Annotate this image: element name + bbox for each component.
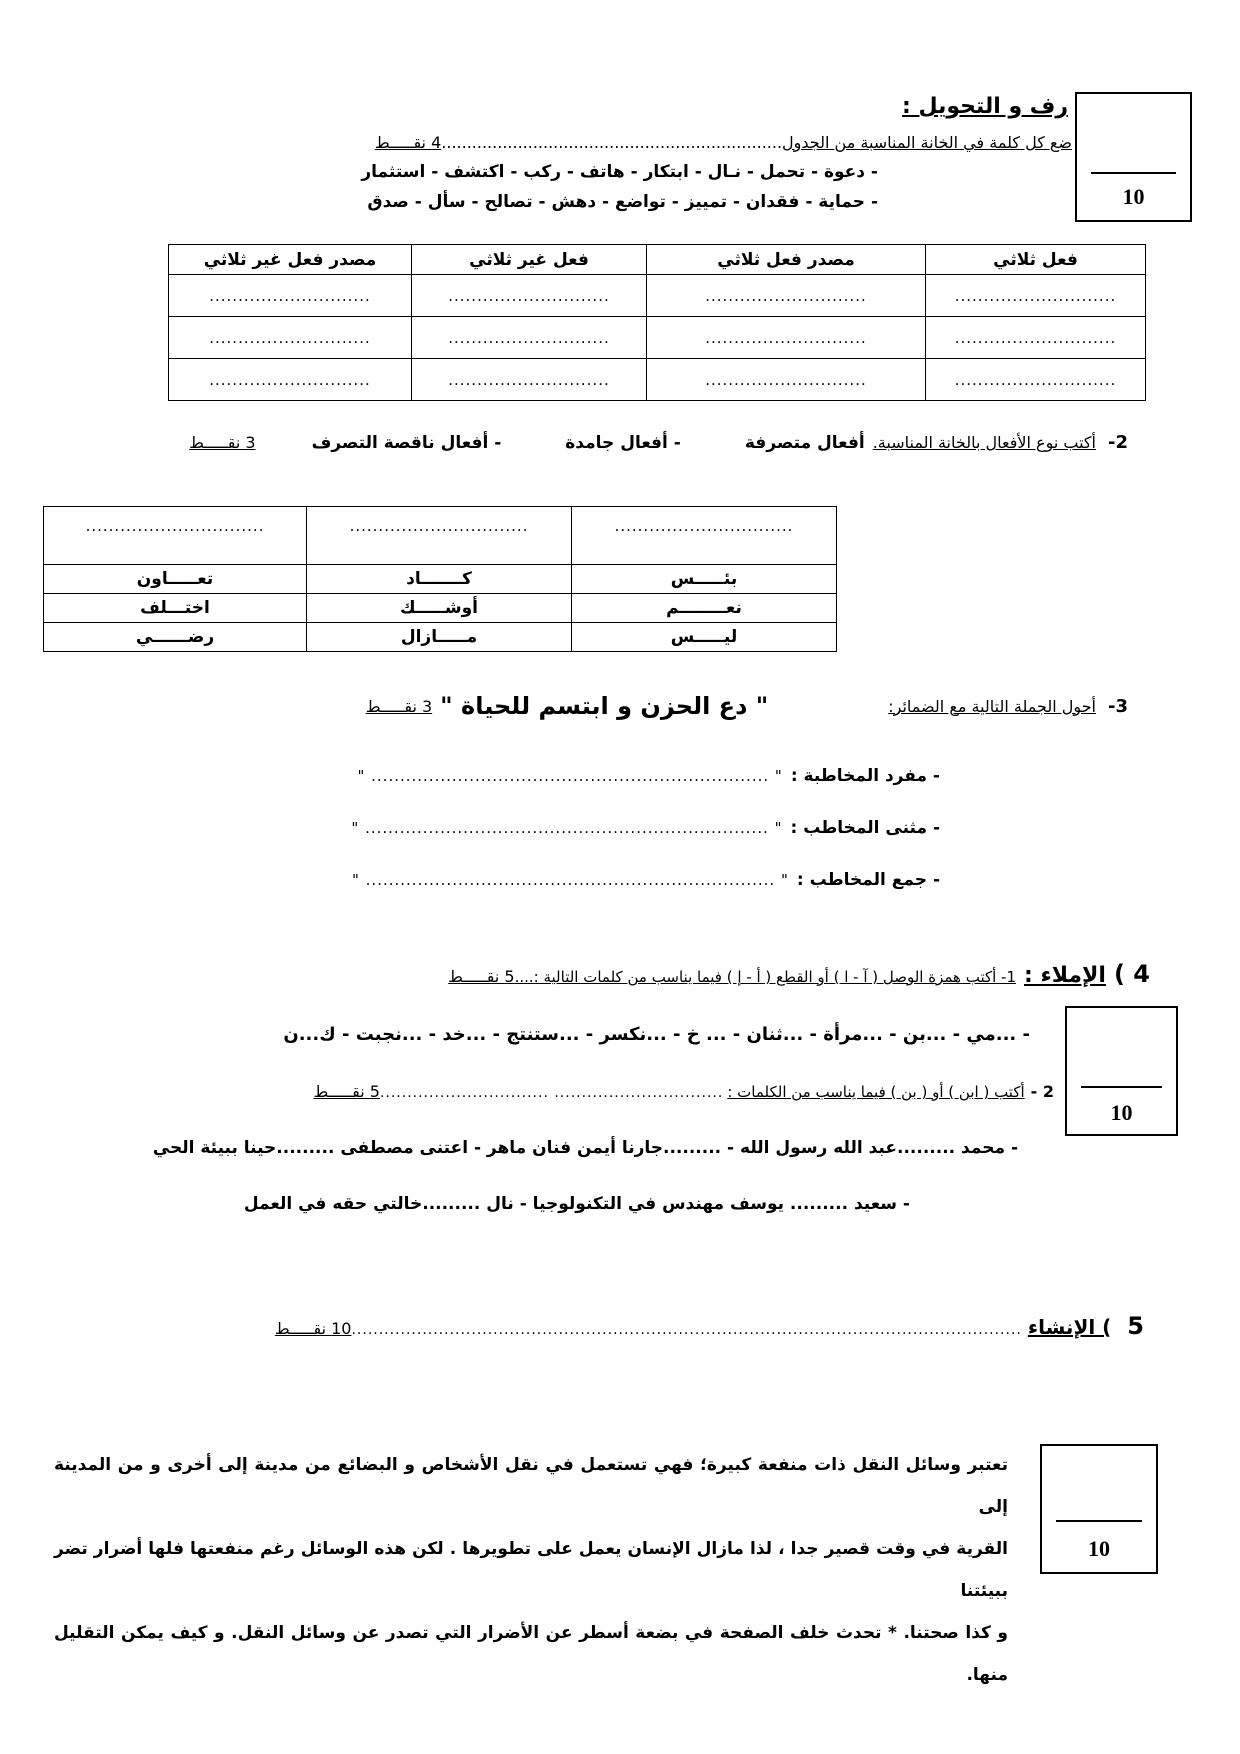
q2-option-incomplete: - أفعال ناقصة التصرف (311, 433, 502, 453)
score-value: 10 (1110, 1100, 1133, 1125)
instruction-dots: ................................................................... (441, 133, 783, 152)
section4-header (448, 960, 1150, 988)
verb-cell: نعــــــــم (572, 594, 837, 623)
section-title-conjugation: رف و التحويل : (902, 94, 1068, 119)
header-answer-cell[interactable]: ............................... (307, 507, 572, 565)
verb-cell: كـــــــاد (307, 565, 572, 594)
answer-cell[interactable]: ............................ (169, 317, 412, 359)
q3-answer-dots[interactable]: " ..................................................................... " (357, 767, 783, 785)
paragraph-line: تعتبر وسائل النقل ذات منفعة كبيرة؛ فهي تستعمل في نقل الأشخاص و البضائع من مدينة إلى أخرى و من المدينة إلى (54, 1455, 1008, 1517)
section4-q1-points: 5 نقـــــط (448, 967, 515, 986)
q3-answer-2 (351, 818, 940, 838)
answer-cell[interactable]: ............................ (647, 359, 926, 401)
q2-line (189, 432, 1128, 453)
q3-points: 3 نقـــــط (365, 696, 433, 716)
hamza-words: - ...مي - ...بن - ...مرأة - ...ثنان - ... خ - ...نكسر - ...ستنتج - ...خد - ...نجبت - ك...ن (283, 1024, 1030, 1045)
ibn-sentences-line-2: - سعيد ......... يوسف مهندس في التكنولوجيا - نال .........خالتي حقه في العمل (243, 1194, 910, 1214)
verb-cell: أوشـــــك (307, 594, 572, 623)
verb-cell: تعـــــاون (44, 565, 307, 594)
q2-instruction: أكتب نوع الأفعال بالخانة المناسبة. (872, 433, 1096, 452)
answer-cell[interactable]: ............................ (412, 275, 647, 317)
section4-q2-line (313, 1082, 1054, 1101)
q3-answer-3 (352, 870, 940, 890)
section5-number: 5 (1127, 1312, 1144, 1340)
section4-q1-text: 1- أكتب همزة الوصل ( آ - ا ) أو القطع ( أ - إ ) فيما يناسب من كلمات التالية :.... (514, 968, 1017, 986)
points-label: 4 نقـــــط (374, 133, 442, 152)
answer-cell[interactable]: ............................ (926, 317, 1146, 359)
table-header: فعل ثلاثي (926, 245, 1146, 275)
verb-types-table (43, 506, 837, 652)
section4-number: 4 ) (1113, 960, 1150, 988)
q3-answer-1 (357, 766, 940, 786)
q2-option-inflected: أفعال متصرفة (744, 433, 865, 453)
q3-label: - جمع المخاطب : (796, 870, 940, 890)
answer-cell[interactable]: ............................ (412, 317, 647, 359)
score-line (1091, 172, 1176, 174)
section4-q2-text: أكتب ( ابن ) أو ( بن ) فيما يناسب من الكلمات : (727, 1083, 1025, 1101)
word-list-line-1: - دعوة - تحمل - نـال - ابتكار - هاتف - ركب - اكتشف - استثمار (361, 162, 878, 182)
answer-cell[interactable]: ............................ (169, 275, 412, 317)
q3-instruction: أحول الجملة التالية مع الضمائر: (888, 696, 1096, 716)
table-header: مصدر فعل غير ثلاثي (169, 245, 412, 275)
score-box-section4 (1065, 1006, 1178, 1136)
answer-cell[interactable]: ............................ (926, 275, 1146, 317)
section5-points: 10 نقـــــط (274, 1319, 352, 1338)
paragraph-line: القرية في وقت قصير جدا ، لذا مازال الإنسان يعمل على تطويرها . لكن هذه الوسائل رغم منفعتها فلها أضرار تضر ببيئتنا (54, 1539, 1008, 1601)
section4-title: الإملاء : (1024, 963, 1106, 988)
verb-cell: رضــــــي (44, 623, 307, 652)
answer-cell[interactable]: ............................ (647, 275, 926, 317)
section4-q2-dots: ............................... ............................... (379, 1085, 724, 1101)
q3-label: - مثنى المخاطب : (790, 818, 940, 838)
table-header: فعل غير ثلاثي (412, 245, 647, 275)
q3-answer-dots[interactable]: " ...................................................................... " (351, 819, 783, 837)
table-header: مصدر فعل ثلاثي (647, 245, 926, 275)
score-value: 10 (1122, 184, 1145, 209)
answer-cell[interactable]: ............................ (926, 359, 1146, 401)
answer-cell[interactable]: ............................ (647, 317, 926, 359)
section5-title: ) الإنشاء (1027, 1315, 1112, 1339)
q3-number: 3- (1107, 695, 1128, 717)
score-value: 10 (1088, 1536, 1110, 1561)
verb-cell: بئـــــس (572, 565, 837, 594)
answer-cell[interactable]: ............................ (412, 359, 647, 401)
score-box-section5 (1040, 1444, 1158, 1574)
section4-q2-points: 5 نقـــــط (313, 1082, 380, 1101)
verbs-classification-table (168, 244, 1146, 401)
section5-dots: ........................................................................................................................... (351, 1322, 1022, 1338)
q3-line (366, 692, 1128, 720)
header-answer-cell[interactable]: ............................... (572, 507, 837, 565)
ibn-sentences-line-1: - محمد .........عبد الله رسول الله - .........جارنا أيمن فنان ماهر - اعتنى مصطفى .........حينا ببيئة الحي (152, 1138, 1018, 1158)
verb-cell: ليـــــس (572, 623, 837, 652)
paragraph-line: منها. (966, 1665, 1008, 1685)
q3-label: - مفرد المخاطبة : (790, 766, 940, 786)
verb-cell: اختـــلف (44, 594, 307, 623)
composition-paragraph (54, 1444, 1008, 1696)
q3-sentence: " دع الحزن و ابتسم للحياة " (440, 692, 769, 720)
answer-cell[interactable]: ............................ (169, 359, 412, 401)
q2-option-rigid: - أفعال جامدة (565, 433, 681, 453)
instruction-line (375, 133, 1072, 152)
q2-points: 3 نقـــــط (189, 433, 256, 452)
verb-cell: مـــــازال (307, 623, 572, 652)
word-list-line-2: - حماية - فقدان - تمييز - تواضع - دهش - تصالح - سأل - صدق (367, 192, 878, 212)
score-line (1081, 1086, 1162, 1088)
section5-header (275, 1312, 1144, 1340)
q3-answer-dots[interactable]: " ....................................................................... " (352, 871, 789, 889)
paragraph-line: و كذا صحتنا. * تحدث خلف الصفحة في بضعة أسطر عن الأضرار التي تصدر عن وسائل النقل. و كيف يمكن التقليل (54, 1623, 1008, 1643)
header-answer-cell[interactable]: ............................... (44, 507, 307, 565)
section4-q2-number: 2 - (1030, 1082, 1054, 1101)
q2-number: 2- (1107, 432, 1128, 453)
instruction-text: ضع كل كلمة في الخانة المناسبة من الجدول (782, 133, 1072, 152)
score-line (1056, 1520, 1142, 1522)
score-box-section2 (1075, 92, 1192, 222)
